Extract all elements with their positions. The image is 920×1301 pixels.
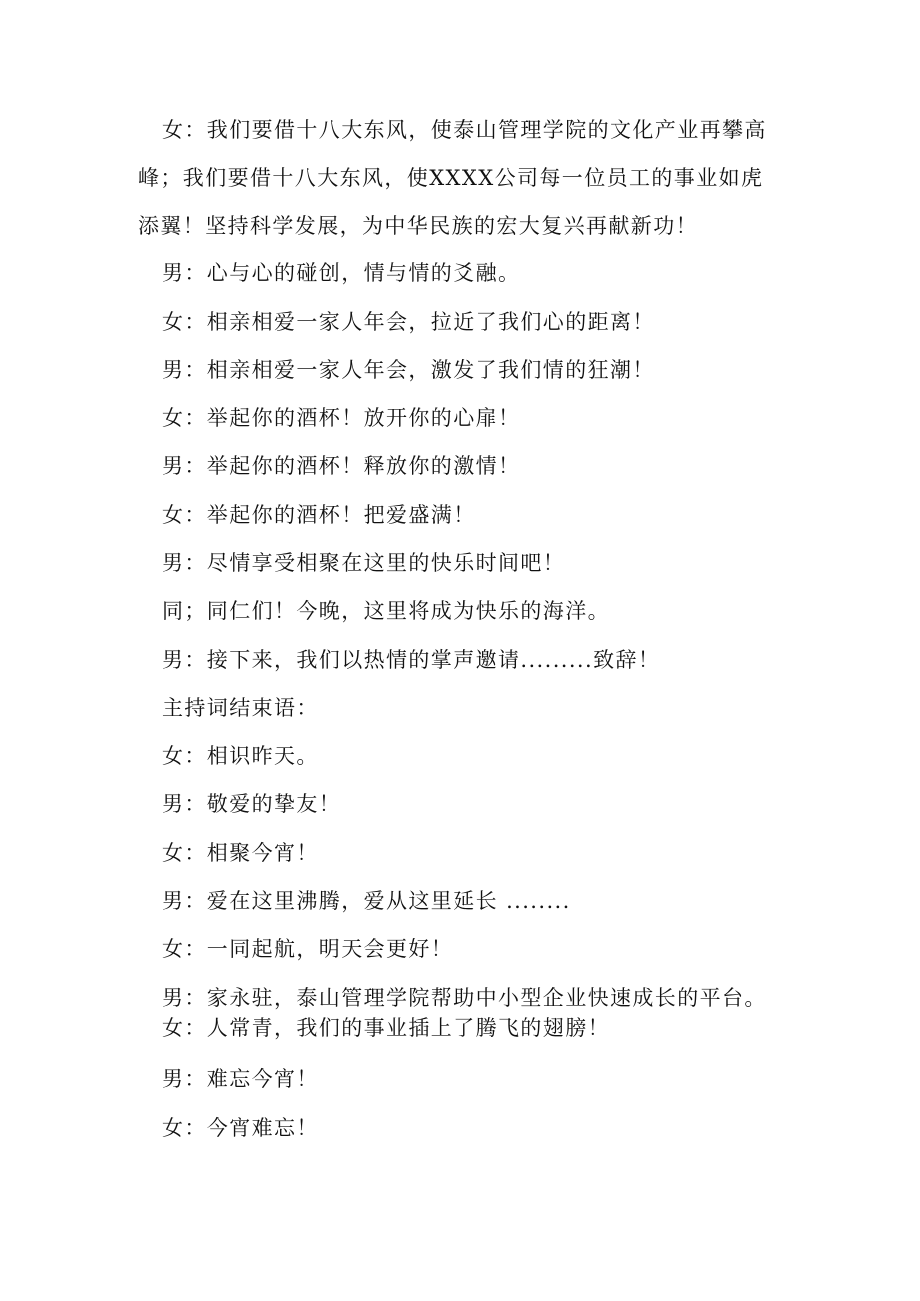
section-heading: 主持词结束语：: [162, 696, 319, 720]
dialogue-line: 男：举起你的酒杯！释放你的激情！: [162, 454, 521, 478]
dialogue-line: 同；同仁们！今晚，这里将成为快乐的海洋。: [162, 599, 610, 623]
dialogue-line: 女：相识昨天。: [162, 744, 319, 768]
dialogue-line: 男：相亲相爱一家人年会，激发了我们情的狂潮！: [162, 358, 655, 382]
dialogue-line: 男：爱在这里沸腾，爱从这里延长 ........: [162, 889, 571, 913]
dialogue-line: 女：人常青，我们的事业插上了腾飞的翅膀！: [162, 1016, 610, 1040]
dialogue-line: 男：接下来，我们以热情的掌声邀请.........致辞！: [162, 648, 661, 672]
dialogue-line: 女：一同起航，明天会更好！: [162, 937, 454, 961]
opening-paragraph: 女：我们要借十八大东风，使泰山管理学院的文化产业再攀高峰；我们要借十八大东风，使XXXX公司每一位员工的事业如虎添翼！坚持科学发展，为中华民族的宏大复兴再献新功！: [138, 118, 767, 238]
dialogue-line: 男：敬爱的挚友！: [162, 792, 342, 816]
dialogue-line: 男：尽情享受相聚在这里的快乐时间吧！: [162, 551, 566, 575]
dialogue-line: 女：今宵难忘！: [162, 1116, 319, 1140]
dialogue-line: 男：家永驻，泰山管理学院帮助中小型企业快速成长的平台。: [162, 986, 767, 1010]
dialogue-line: 男：难忘今宵！: [162, 1067, 319, 1091]
dialogue-line: 女：举起你的酒杯！放开你的心扉！: [162, 406, 521, 430]
dialogue-line: 女：相聚今宵！: [162, 841, 319, 865]
dialogue-line: 女：举起你的酒杯！把爱盛满！: [162, 503, 476, 527]
dialogue-line: 男：心与心的碰创，情与情的爻融。: [162, 261, 521, 285]
dialogue-line: 女：相亲相爱一家人年会，拉近了我们心的距离！: [162, 310, 655, 334]
